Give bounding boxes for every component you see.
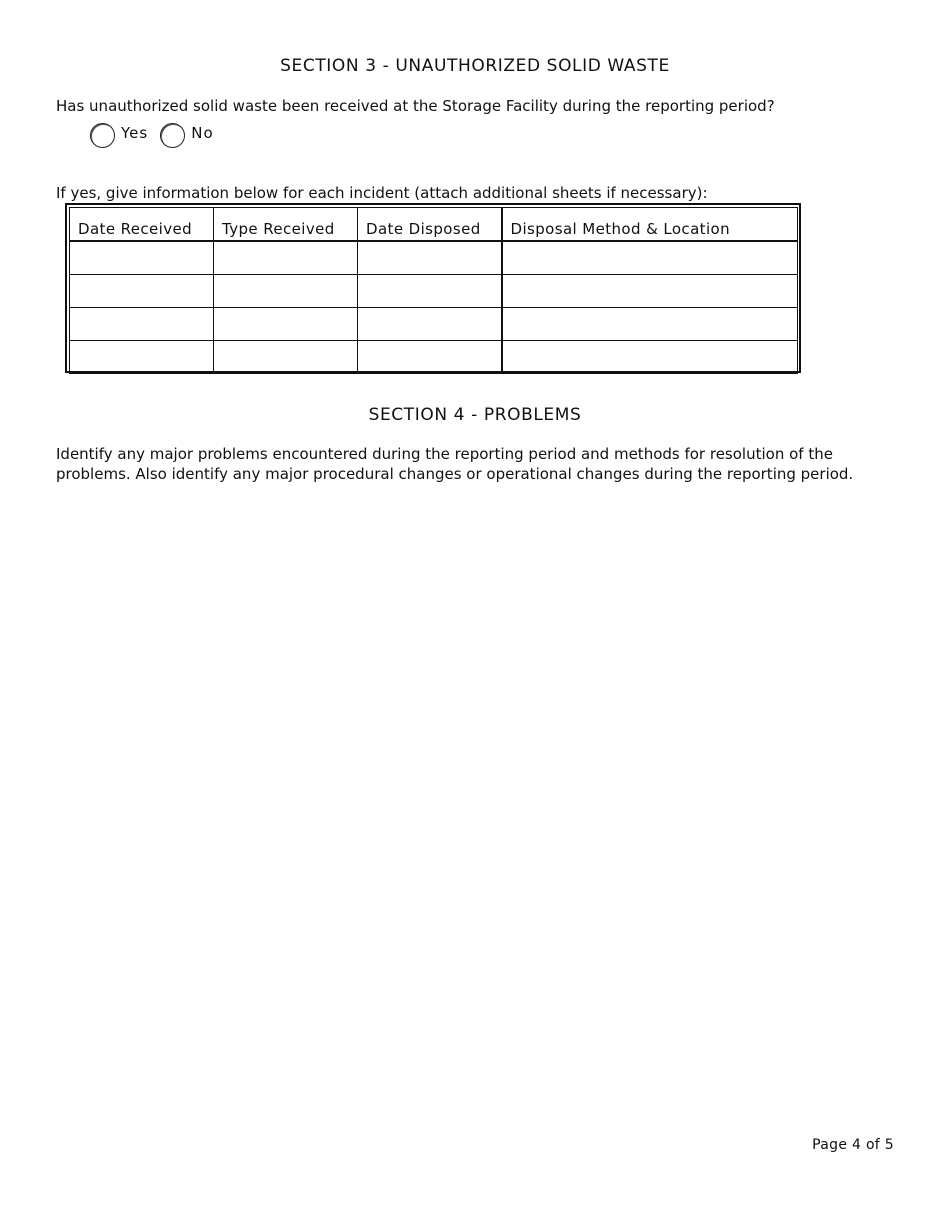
table-row <box>70 241 798 275</box>
date-disposed-cell[interactable] <box>358 341 502 374</box>
column-header-date-disposed: Date Disposed <box>358 208 502 242</box>
table-row <box>70 308 798 341</box>
type-received-cell[interactable] <box>214 275 358 308</box>
type-received-cell[interactable] <box>214 341 358 374</box>
table-row <box>70 275 798 308</box>
disposal-method-cell[interactable] <box>502 241 798 275</box>
section-3-heading: SECTION 3 - UNAUTHORIZED SOLID WASTE <box>280 56 670 76</box>
disposal-method-cell[interactable] <box>502 308 798 341</box>
column-header-date-received: Date Received <box>70 208 214 242</box>
radio-yes-button[interactable] <box>90 123 115 148</box>
date-received-cell[interactable] <box>70 308 214 341</box>
date-disposed-cell[interactable] <box>358 308 502 341</box>
type-received-cell[interactable] <box>214 308 358 341</box>
radio-option-no[interactable] <box>160 123 213 148</box>
date-received-cell[interactable] <box>70 341 214 374</box>
table-row <box>70 341 798 374</box>
date-received-cell[interactable] <box>70 275 214 308</box>
column-header-disposal-method-location: Disposal Method & Location <box>502 208 798 242</box>
radio-option-yes[interactable] <box>90 123 148 148</box>
unauthorized-waste-question: Has unauthorized solid waste been received at the Storage Facility during the reporting period? <box>56 97 775 115</box>
problems-instruction: Identify any major problems encountered during the reporting period and methods for resolution of the problems. Also identify any major procedural changes or operational changes during the reporting period. <box>56 445 854 483</box>
section-4-heading: SECTION 4 - PROBLEMS <box>368 405 582 425</box>
date-disposed-cell[interactable] <box>358 241 502 275</box>
incident-table-frame <box>65 203 801 373</box>
incident-table-header-row <box>70 208 798 242</box>
date-received-cell[interactable] <box>70 241 214 275</box>
type-received-cell[interactable] <box>214 241 358 275</box>
radio-yes-label: Yes <box>121 123 149 142</box>
disposal-method-cell[interactable] <box>502 275 798 308</box>
date-disposed-cell[interactable] <box>358 275 502 308</box>
incident-table <box>69 207 798 374</box>
unauthorized-waste-radio-group <box>90 123 214 148</box>
incident-instruction: If yes, give information below for each incident (attach additional sheets if necessary): <box>56 184 708 202</box>
radio-no-button[interactable] <box>160 123 185 148</box>
disposal-method-cell[interactable] <box>502 341 798 374</box>
radio-no-label: No <box>191 123 214 142</box>
column-header-type-received: Type Received <box>214 208 358 242</box>
page-number: Page 4 of 5 <box>812 1137 894 1153</box>
